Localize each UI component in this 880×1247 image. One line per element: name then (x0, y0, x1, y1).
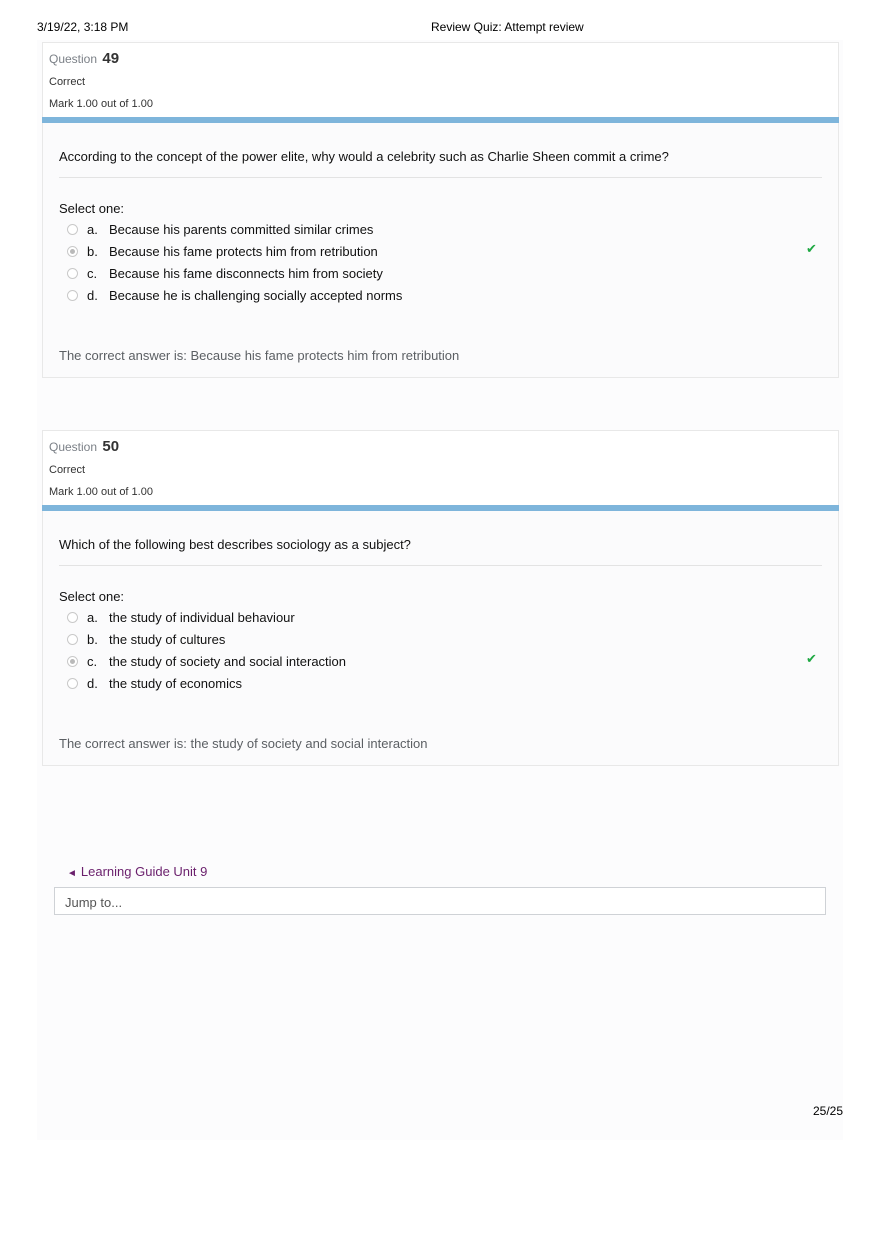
print-title: Review Quiz: Attempt review (431, 20, 584, 34)
answer-options (63, 609, 823, 697)
radio-button[interactable] (67, 224, 78, 235)
page-number: 25/25 (813, 1104, 844, 1118)
option-text: Because he is challenging socially accepted norms (109, 288, 403, 303)
jump-to-select[interactable]: Jump to... (54, 887, 826, 915)
answer-option-b[interactable] (63, 243, 823, 265)
check-icon: ✔ (806, 241, 817, 256)
answer-options (63, 221, 823, 309)
option-letter: c. (87, 266, 98, 281)
question-number-value: 50 (102, 438, 120, 455)
question-state: Correct (49, 464, 86, 476)
question-text: Which of the following best describes sociology as a subject? (59, 537, 411, 552)
question-content (42, 511, 839, 766)
option-letter: d. (87, 288, 98, 303)
question-text: According to the concept of the power elite, why would a celebrity such as Charlie Sheen commit a crime? (59, 149, 669, 164)
question-50 (42, 430, 839, 766)
radio-button[interactable] (67, 678, 78, 689)
answer-option-d[interactable] (63, 287, 823, 309)
question-grade: Mark 1.00 out of 1.00 (49, 486, 153, 498)
option-letter: b. (87, 244, 98, 259)
option-text: the study of cultures (109, 632, 226, 647)
answer-option-a[interactable] (63, 221, 823, 243)
print-date: 3/19/22, 3:18 PM (37, 20, 129, 34)
question-grade: Mark 1.00 out of 1.00 (49, 98, 153, 110)
select-prompt: Select one: (59, 201, 125, 216)
option-text: Because his fame disconnects him from society (109, 266, 383, 281)
question-label: Question (49, 52, 98, 66)
option-text: Because his parents committed similar crimes (109, 222, 374, 237)
answer-option-b[interactable] (63, 631, 823, 653)
radio-button-selected[interactable] (67, 246, 78, 257)
question-state: Correct (49, 76, 86, 88)
option-text: the study of economics (109, 676, 242, 691)
question-number (49, 50, 119, 67)
option-letter: b. (87, 632, 98, 647)
question-number-value: 49 (102, 50, 120, 67)
correct-answer-feedback: The correct answer is: Because his fame protects him from retribution (59, 348, 460, 363)
check-icon: ✔ (806, 651, 817, 666)
answer-option-d[interactable] (63, 675, 823, 697)
select-prompt: Select one: (59, 589, 125, 604)
option-text: Because his fame protects him from retribution (109, 244, 378, 259)
option-letter: d. (87, 676, 98, 691)
question-content (42, 123, 839, 378)
question-info (42, 430, 839, 505)
question-number (49, 438, 119, 455)
answer-option-a[interactable] (63, 609, 823, 631)
option-text: the study of society and social interaction (109, 654, 347, 669)
question-info (42, 42, 839, 117)
option-text: the study of individual behaviour (109, 610, 295, 625)
answer-option-c[interactable] (63, 265, 823, 287)
prev-activity-label: Learning Guide Unit 9 (80, 864, 208, 879)
question-49 (42, 42, 839, 378)
print-header (0, 20, 880, 36)
radio-button[interactable] (67, 268, 78, 279)
radio-button[interactable] (67, 634, 78, 645)
answer-option-c[interactable] (63, 653, 823, 675)
question-label: Question (49, 440, 98, 454)
option-letter: a. (87, 610, 98, 625)
radio-button[interactable] (67, 612, 78, 623)
radio-button-selected[interactable] (67, 656, 78, 667)
radio-button[interactable] (67, 290, 78, 301)
separator (59, 177, 822, 178)
separator (59, 565, 822, 566)
arrow-left-icon: ◄ (67, 868, 77, 879)
option-letter: c. (87, 654, 98, 669)
correct-answer-feedback: The correct answer is: the study of society and social interaction (59, 736, 428, 751)
option-letter: a. (87, 222, 98, 237)
prev-activity-link[interactable] (67, 864, 207, 879)
quiz-review-page (37, 40, 843, 1140)
